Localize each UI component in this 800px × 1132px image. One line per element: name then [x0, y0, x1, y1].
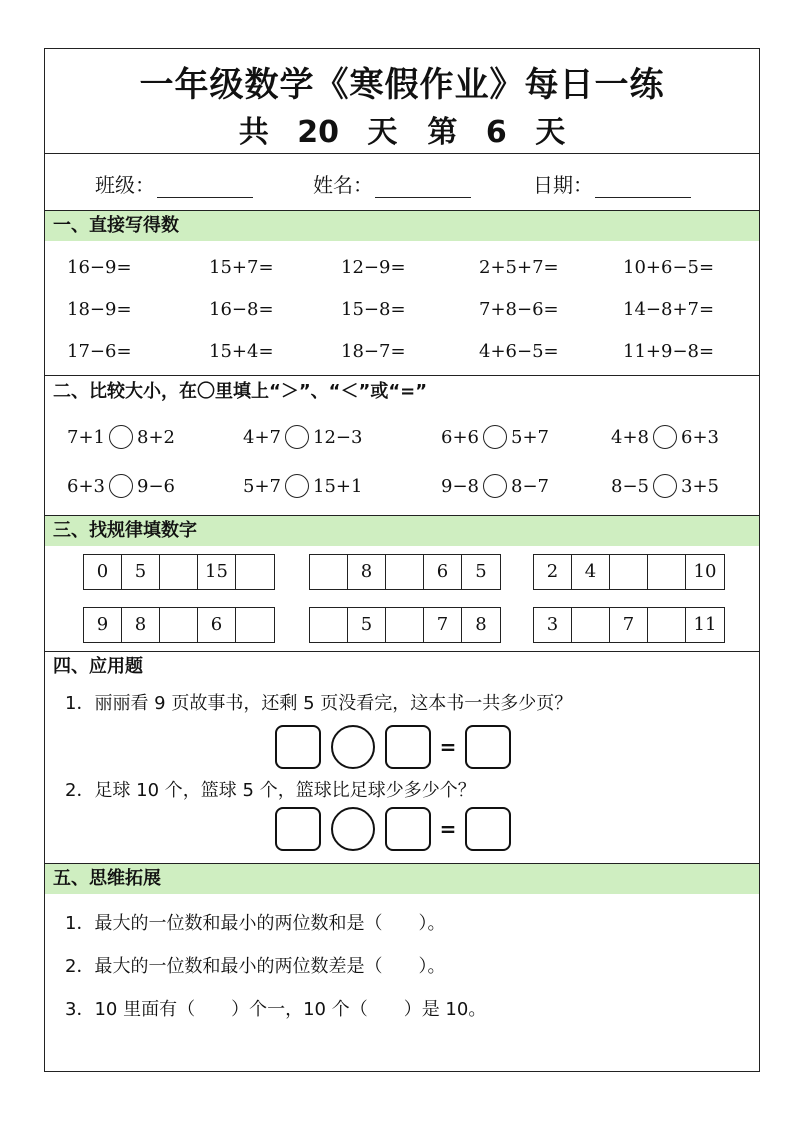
compare-right: 8+2 — [137, 426, 175, 448]
equation-boxes-1 — [275, 725, 511, 769]
math-problem: 7+8−6= — [479, 299, 559, 320]
math-problem: 2+5+7= — [479, 257, 559, 278]
number-cell: 5 — [475, 561, 487, 582]
class-field[interactable] — [95, 169, 253, 198]
number-cell: 6 — [198, 608, 236, 642]
compare-problem — [611, 474, 719, 498]
name-label: 姓名： — [313, 173, 373, 197]
compare-problem — [243, 425, 362, 449]
page-title: 一年级数学《寒假作业》每日一练 — [139, 65, 665, 105]
result-box[interactable] — [465, 725, 511, 769]
number-cell: 3 — [534, 608, 572, 642]
math-problem: 14−8+7= — [623, 299, 715, 320]
operator-circle[interactable] — [331, 725, 375, 769]
answer-box[interactable] — [385, 725, 431, 769]
math-problem: 18−7= — [341, 341, 406, 362]
compare-left: 4+8 — [611, 426, 649, 448]
compare-circle[interactable] — [109, 425, 133, 449]
word-problem-2: 2．足球 10 个，篮球 5 个，篮球比足球少多少个？ — [65, 780, 476, 801]
compare-problem — [67, 425, 175, 449]
compare-problem — [611, 425, 719, 449]
thinking-question-1: 1．最大的一位数和最小的两位数和是（ ）。 — [65, 913, 446, 934]
compare-circle[interactable] — [285, 425, 309, 449]
section-header: 三、找规律填数字 — [45, 516, 759, 546]
math-problem: 15+7= — [209, 257, 274, 278]
blank-cell[interactable] — [648, 608, 686, 642]
compare-right: 8−7 — [511, 475, 549, 497]
math-problem: 11+9−8= — [623, 341, 715, 362]
compare-left: 4+7 — [243, 426, 281, 448]
divider — [45, 375, 759, 376]
number-cell: 9 — [84, 608, 122, 642]
number-pattern-row — [83, 607, 275, 643]
worksheet — [44, 48, 760, 1072]
section-header: 五、思维拓展 — [45, 864, 759, 894]
number-cell: 7 — [424, 608, 462, 642]
compare-right: 12−3 — [313, 426, 363, 448]
date-label: 日期： — [533, 173, 593, 197]
blank-cell[interactable] — [236, 555, 274, 589]
number-cell: 7 — [610, 608, 648, 642]
section-header: 一、直接写得数 — [45, 211, 759, 241]
answer-box[interactable] — [275, 807, 321, 851]
math-problem: 17−6= — [67, 341, 132, 362]
number-pattern-row — [533, 607, 725, 643]
compare-problem — [243, 474, 362, 498]
math-problem: 12−9= — [341, 257, 406, 278]
section-header: 四、应用题 — [53, 656, 143, 677]
word-problem-1: 1．丽丽看 9 页故事书，还剩 5 页没看完，这本书一共多少页？ — [65, 693, 573, 714]
compare-right: 9−6 — [137, 475, 175, 497]
compare-circle[interactable] — [653, 474, 677, 498]
blank-cell[interactable] — [310, 555, 348, 589]
divider — [45, 153, 759, 154]
blank-cell[interactable] — [310, 608, 348, 642]
date-field[interactable] — [533, 169, 691, 198]
compare-left: 9−8 — [441, 475, 479, 497]
compare-circle[interactable] — [483, 474, 507, 498]
class-blank[interactable] — [157, 173, 253, 198]
math-problem: 18−9= — [67, 299, 132, 320]
number-cell: 4 — [572, 555, 610, 589]
compare-left: 8−5 — [611, 475, 649, 497]
number-cell: 8 — [475, 614, 487, 635]
compare-right: 6+3 — [681, 426, 719, 448]
thinking-question-3: 3．10 里面有（ ）个一，10 个（ ）是 10。 — [65, 999, 487, 1020]
compare-circle[interactable] — [653, 425, 677, 449]
math-problem: 10+6−5= — [623, 257, 715, 278]
compare-problem — [441, 474, 549, 498]
compare-right: 5+7 — [511, 426, 549, 448]
number-pattern-row — [309, 554, 501, 590]
number-pattern-row — [309, 607, 501, 643]
equation-boxes-2 — [275, 807, 511, 851]
blank-cell[interactable] — [572, 608, 610, 642]
answer-box[interactable] — [275, 725, 321, 769]
math-problem: 15+4= — [209, 341, 274, 362]
blank-cell[interactable] — [160, 608, 198, 642]
compare-right: 3+5 — [681, 475, 719, 497]
number-cell: 5 — [348, 608, 386, 642]
equals-sign: = — [439, 735, 457, 759]
number-cell: 11 — [693, 614, 717, 635]
compare-problem — [67, 474, 175, 498]
number-pattern-row — [83, 554, 275, 590]
section-header: 二、比较大小，在〇里填上“＞”、“＜”或“=” — [53, 381, 428, 402]
blank-cell[interactable] — [236, 608, 274, 642]
compare-left: 5+7 — [243, 475, 281, 497]
number-cell: 6 — [424, 555, 462, 589]
blank-cell[interactable] — [610, 555, 648, 589]
number-cell: 2 — [534, 555, 572, 589]
blank-cell[interactable] — [648, 555, 686, 589]
number-cell: 0 — [84, 555, 122, 589]
blank-cell[interactable] — [386, 555, 424, 589]
blank-cell[interactable] — [386, 608, 424, 642]
math-problem: 15−8= — [341, 299, 406, 320]
compare-right: 15+1 — [313, 475, 363, 497]
operator-circle[interactable] — [331, 807, 375, 851]
math-problem: 4+6−5= — [479, 341, 559, 362]
student-info-row — [45, 169, 759, 209]
page-subtitle: 共 20 天 第 6 天 — [238, 115, 566, 150]
number-cell: 8 — [122, 608, 160, 642]
compare-circle[interactable] — [483, 425, 507, 449]
number-cell: 5 — [122, 555, 160, 589]
number-cell: 15 — [198, 555, 236, 589]
name-blank[interactable] — [375, 173, 471, 198]
compare-left: 7+1 — [67, 426, 105, 448]
answer-box[interactable] — [385, 807, 431, 851]
compare-problem — [441, 425, 549, 449]
compare-circle[interactable] — [109, 474, 133, 498]
class-label: 班级： — [95, 173, 155, 197]
compare-left: 6+6 — [441, 426, 479, 448]
name-field[interactable] — [313, 169, 471, 198]
blank-cell[interactable] — [160, 555, 198, 589]
date-blank[interactable] — [595, 173, 691, 198]
math-problem: 16−9= — [67, 257, 132, 278]
number-cell: 8 — [348, 555, 386, 589]
math-problem: 16−8= — [209, 299, 274, 320]
compare-left: 6+3 — [67, 475, 105, 497]
number-cell: 10 — [693, 561, 717, 582]
thinking-question-2: 2．最大的一位数和最小的两位数差是（ ）。 — [65, 956, 446, 977]
number-pattern-row — [533, 554, 725, 590]
equals-sign: = — [439, 817, 457, 841]
result-box[interactable] — [465, 807, 511, 851]
compare-circle[interactable] — [285, 474, 309, 498]
